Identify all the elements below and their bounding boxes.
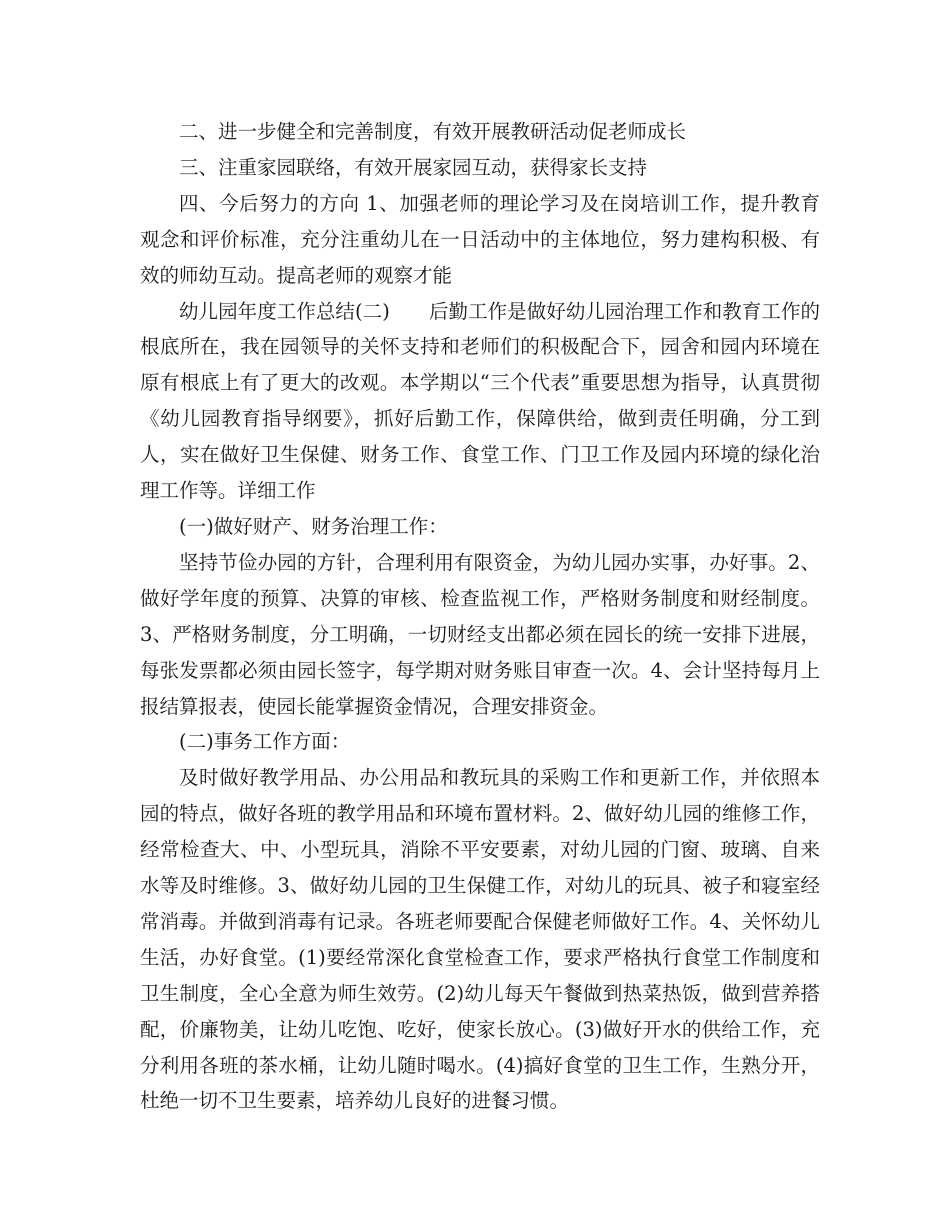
paragraph-summary-2-intro: 幼儿园年度工作总结(二) 后勤工作是做好幼儿园治理工作和教育工作的根底所在，我在园领导的关怀支持和老师们的积极配合下，园舍和园内环境在原有根底上有了更大的改观。本学期以“三个代表”重要思想为指导，认真贯彻《幼儿园教育指导纲要》，抓好后勤工作，保障供给，做到责任明确，分工到人，实在做好卫生保健、财务工作、食堂工作、门卫工作及园内环境的绿化治理工作等。详细工作 xyxy=(140,299,820,503)
document-body xyxy=(140,114,820,1119)
paragraph-affairs-body: 及时做好教学用品、办公用品和教玩具的采购工作和更新工作，并依照本园的特点，做好各班的教学用品和环境布置材料。2、做好幼儿园的维修工作，经常检查大、中、小型玩具，消除不平安要素，对幼儿园的门窗、玻璃、自来水等及时维修。3、做好幼儿园的卫生保健工作，对幼儿的玩具、被子和寝室经常消毒。并做到消毒有记录。各班老师要配合保健老师做好工作。4、关怀幼儿生活，办好食堂。(1)要经常深化食堂检查工作，要求严格执行食堂工作制度和卫生制度，全心全意为师生效劳。(2)幼儿每天午餐做到热菜热饭，做到营养搭配，价廉物美，让幼儿吃饱、吃好，使家长放心。(3)做好开水的供给工作，充分利用各班的茶水桶，让幼儿随时喝水。(4)搞好食堂的卫生工作，生熟分开，杜绝一切不卫生要素，培养幼儿良好的进餐习惯。 xyxy=(140,766,820,1113)
paragraph-section-4: 四、今后努力的方向 1、加强老师的理论学习及在岗培训工作，提升教育观念和评价标准，充分注重幼儿在一日活动中的主体地位，努力建构积极、有效的师幼互动。提高老师的观察才能 xyxy=(140,191,820,287)
paragraph-finance-heading: (一)做好财产、财务治理工作： xyxy=(179,514,448,538)
paragraph-affairs-heading: (二)事务工作方面： xyxy=(179,730,351,754)
paragraph-section-3: 三、注重家园联络，有效开展家园互动，获得家长支持 xyxy=(179,155,648,179)
paragraph-section-2: 二、进一步健全和完善制度，有效开展教研活动促老师成长 xyxy=(179,120,687,143)
paragraph-finance-body: 坚持节俭办园的方针，合理利用有限资金，为幼儿园办实事，办好事。2、做好学年度的预算、决算的审核、检查监视工作，严格财务制度和财经制度。3、严格财务制度，分工明确，一切财经支出都必须在园长的统一安排下进展，每张发票都必须由园长签字，每学期对财务账目审查一次。4、会计坚持每月上报结算报表，使园长能掌握资金情况，合理安排资金。 xyxy=(140,550,820,718)
